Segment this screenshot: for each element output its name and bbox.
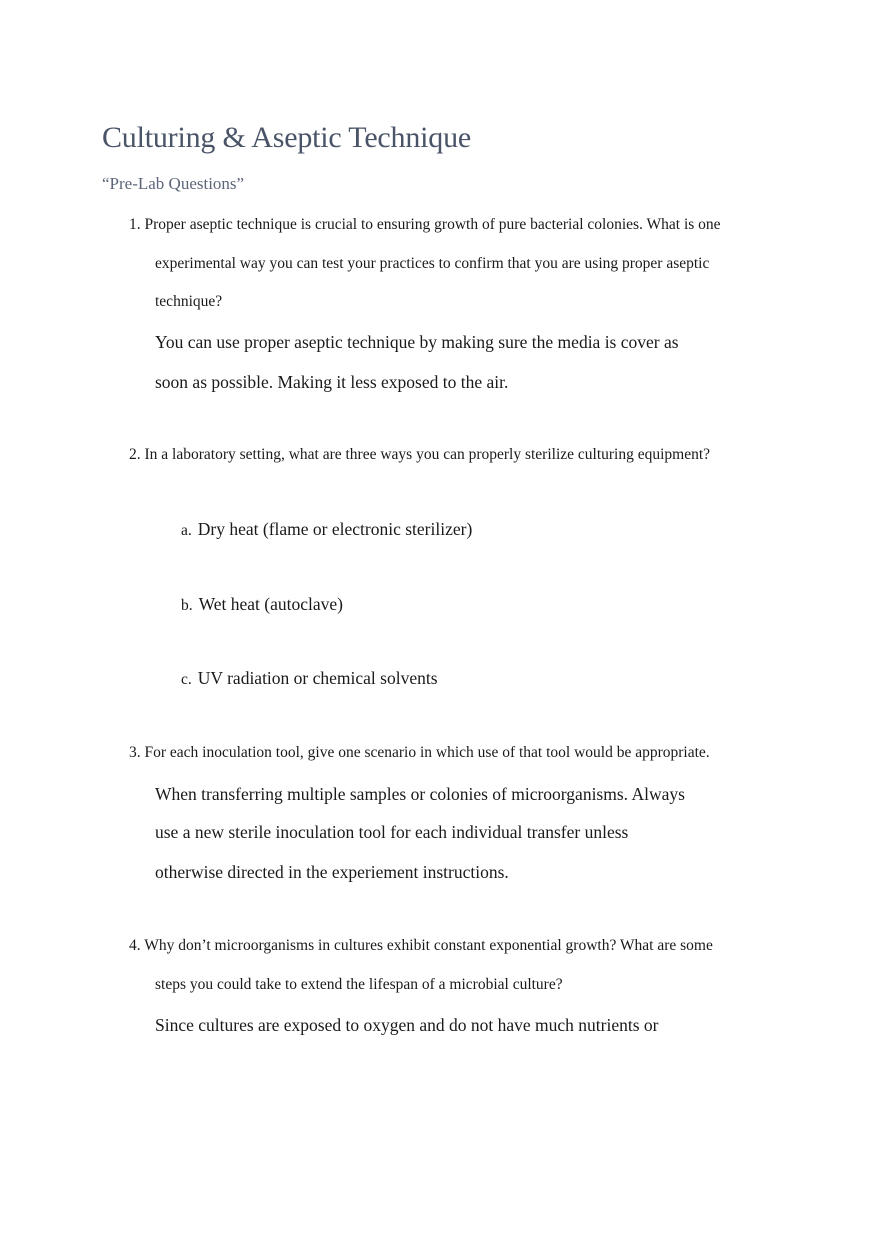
list-marker: c. [181,671,192,688]
question-3-line-1: 3. For each inoculation tool, give one scenario in which use of that tool would be appropriate. [129,744,710,761]
answer-3-line-1: When transferring multiple samples or colonies of microorganisms. Always [155,784,685,804]
list-marker: b. [181,597,193,614]
question-1-line-1: 1. Proper aseptic technique is crucial to ensuring growth of pure bacterial colonies. What is one [129,216,721,233]
question-number: 1. [129,216,141,233]
question-1-line-2: experimental way you can test your practices to confirm that you are using proper aseptic [155,255,710,272]
question-4-line-2: steps you could take to extend the lifespan of a microbial culture? [155,976,563,993]
page-subtitle: “Pre-Lab Questions” [102,174,245,193]
answer-3-line-3: otherwise directed in the experiement instructions. [155,862,509,882]
question-2-line-1: 2. In a laboratory setting, what are three ways you can properly sterilize culturing equipment? [129,446,711,463]
list-item-a: a. Dry heat (flame or electronic sterilizer) [181,519,473,539]
question-number: 3. [129,744,141,761]
page-title: Culturing & Aseptic Technique [102,121,471,154]
list-item-b: b. Wet heat (autoclave) [181,594,343,614]
question-1-line-3: technique? [155,293,223,310]
list-item-c: c. UV radiation or chemical solvents [181,668,438,688]
answer-1-line-1: You can use proper aseptic technique by making sure the media is cover as [155,332,679,352]
answer-1-line-2: soon as possible. Making it less exposed to the air. [155,372,509,392]
question-number: 4. [129,937,141,954]
question-number: 2. [129,446,141,463]
question-4-line-1: 4. Why don’t microorganisms in cultures exhibit constant exponential growth? What are some [129,937,713,954]
answer-4-line-1: Since cultures are exposed to oxygen and do not have much nutrients or [155,1015,659,1035]
list-marker: a. [181,522,192,539]
answer-3-line-2: use a new sterile inoculation tool for each individual transfer unless [155,822,629,842]
